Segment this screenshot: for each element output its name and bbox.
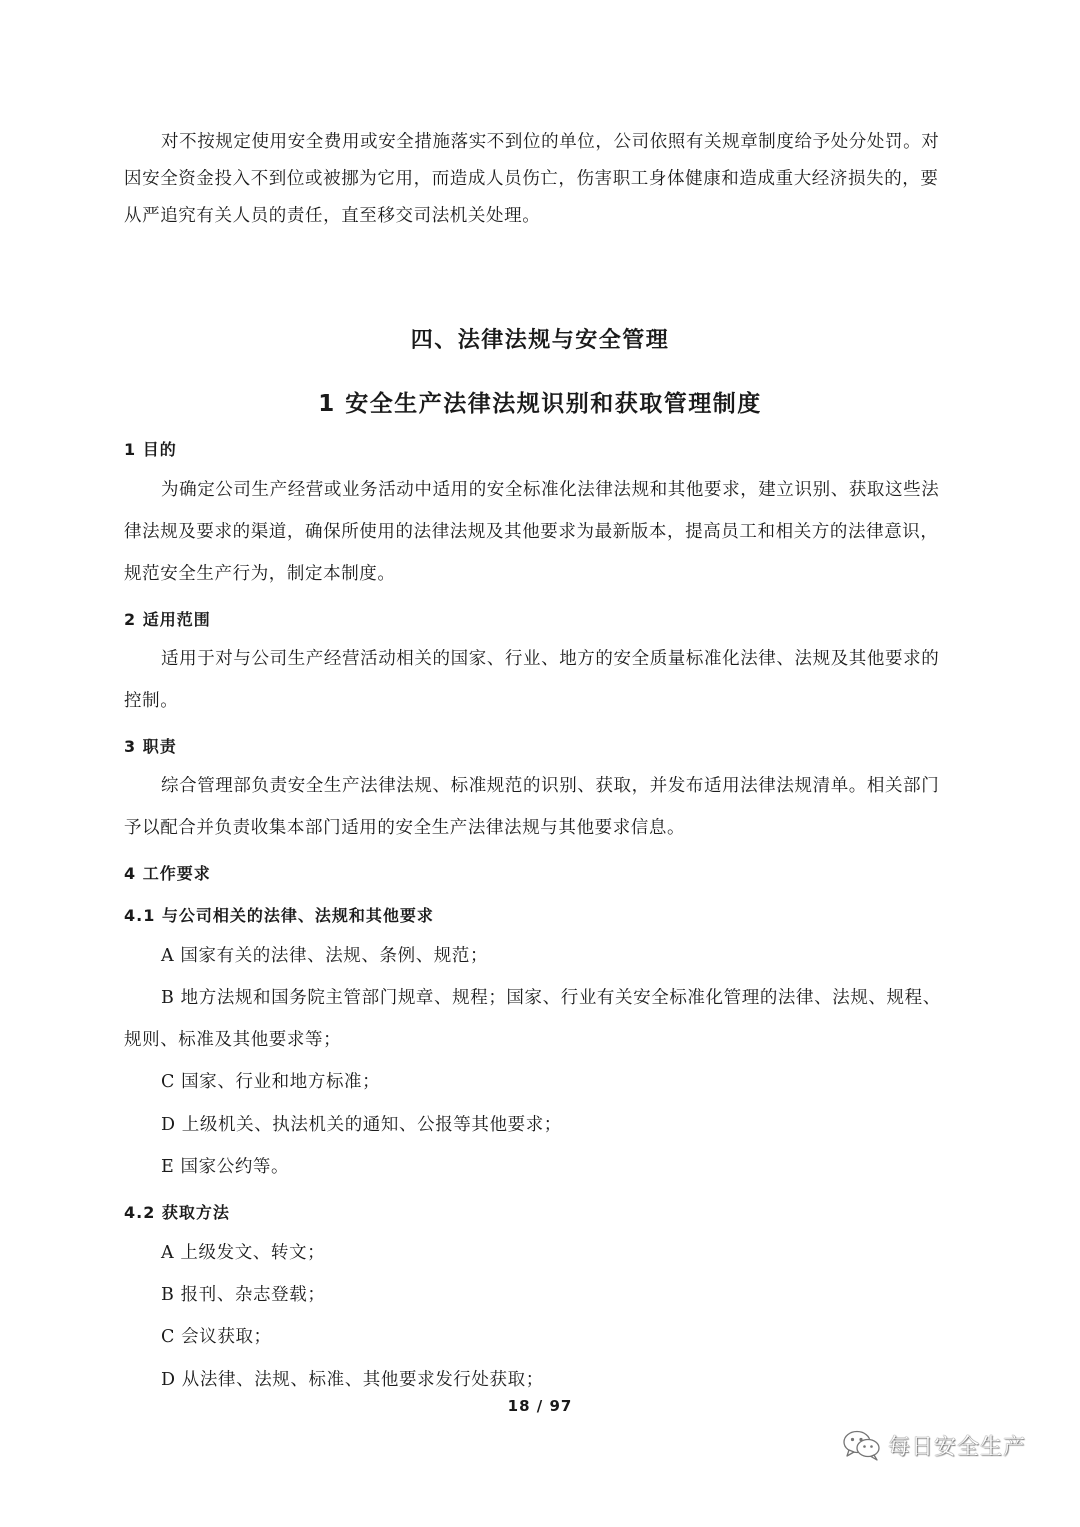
chapter-title: 四、法律法规与安全管理	[410, 328, 670, 353]
watermark	[842, 1420, 1026, 1470]
list-item: E 国家公约等。	[161, 1157, 290, 1177]
paragraph-line: 综合管理部负责安全生产法律法规、标准规范的识别、获取，并发布适用法律法规清单。相关部门	[161, 776, 940, 796]
watermark-text: 每日安全生产	[888, 1434, 1027, 1460]
list-item: B 地方法规和国务院主管部门规章、规程；国家、行业有关安全标准化管理的法律、法规、规程、	[161, 988, 941, 1008]
section-title-related-laws: 4.1 与公司相关的法律、法规和其他要求	[124, 906, 434, 925]
paragraph-line: 因安全资金投入不到位或被挪为它用，而造成人员伤亡，伤害职工身体健康和造成重大经济损失的，要	[124, 169, 939, 189]
paragraph-line: 为确定公司生产经营或业务活动中适用的安全标准化法律法规和其他要求，建立识别、获取这些法	[161, 480, 940, 500]
list-item: C 国家、行业和地方标准；	[161, 1072, 381, 1092]
section-title-methods: 4.2 获取方法	[124, 1203, 230, 1222]
section-title-purpose: 1 目的	[124, 440, 177, 459]
list-item: D 从法律、法规、标准、其他要求发行处获取；	[161, 1370, 544, 1390]
list-item: D 上级机关、执法机关的通知、公报等其他要求；	[161, 1115, 562, 1135]
paragraph-line: 控制。	[124, 691, 179, 711]
list-item: C 会议获取；	[161, 1327, 272, 1347]
paragraph-line: 规范安全生产行为，制定本制度。	[124, 564, 396, 584]
paragraph-line: 对不按规定使用安全费用或安全措施落实不到位的单位，公司依照有关规章制度给予处分处罚。对	[161, 132, 940, 152]
document-title: 1 安全生产法律法规识别和获取管理制度	[318, 391, 762, 417]
paragraph-line: 律法规及要求的渠道，确保所使用的法律法规及其他要求为最新版本，提高员工和相关方的法律意识，	[124, 522, 939, 542]
list-item: B 报刊、杂志登载；	[161, 1285, 326, 1305]
list-item: A 国家有关的法律、法规、条例、规范；	[161, 946, 489, 966]
list-item-continuation: 规则、标准及其他要求等；	[124, 1030, 342, 1050]
wechat-icon	[842, 1428, 882, 1462]
paragraph-line: 予以配合并负责收集本部门适用的安全生产法律法规与其他要求信息。	[124, 818, 686, 838]
paragraph-line: 适用于对与公司生产经营活动相关的国家、行业、地方的安全质量标准化法律、法规及其他要求的	[161, 649, 940, 669]
section-title-requirements: 4 工作要求	[124, 864, 211, 883]
paragraph-line: 从严追究有关人员的责任，直至移交司法机关处理。	[124, 206, 541, 226]
section-title-duties: 3 职责	[124, 737, 177, 756]
list-item: A 上级发文、转文；	[161, 1243, 326, 1263]
section-title-scope: 2 适用范围	[124, 610, 211, 629]
page-number: 18 / 97	[507, 1397, 573, 1415]
